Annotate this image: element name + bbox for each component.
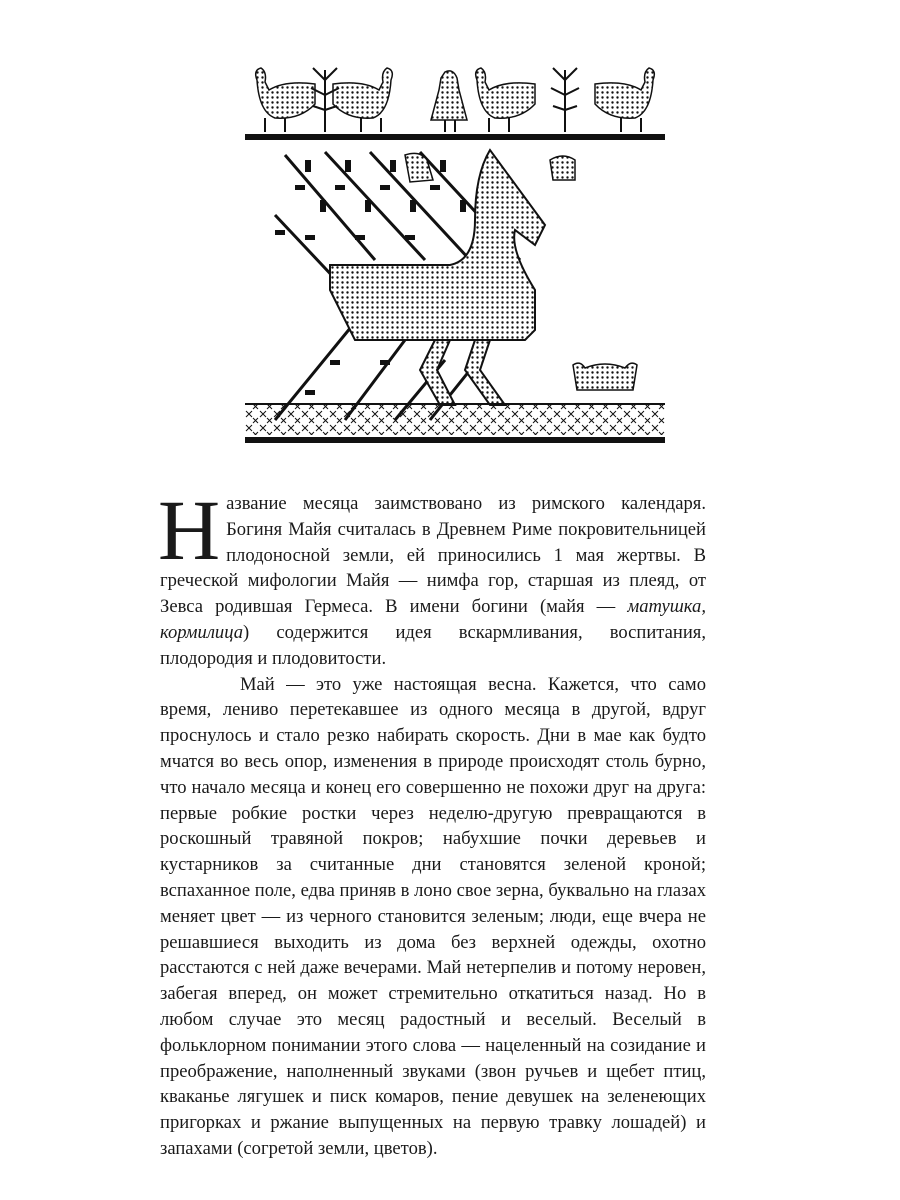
drop-cap: Н — [158, 482, 221, 578]
embroidery-pattern-icon — [245, 60, 665, 448]
italic-gloss: матушка, кормилица — [160, 596, 706, 643]
paragraph-1 — [158, 482, 706, 672]
article-text — [158, 482, 706, 1162]
paragraph-1-end: ) содержится идея вскармливания, воспитания, плодородия и плодовитости. — [160, 621, 706, 669]
paragraph-2: Май — это уже настоящая весна. Кажется, что само время, лениво перетекавшее из одного месяца в другой, вдруг проснулось и стало резко набирать скорость. Дни в мае как будто мчатся во весь опор, изменения в природе происходят столь бурно, что начало месяца и конец его совершенно не похожи друг на друга: первые робкие ростки через неделю-другую превращаются в роскошный травяной покров; набухшие почки деревьев и кустарников за считанные дни становятся зеленой кроной; вспаханное поле, едва приняв в лоно свое зерна, буквально на глазах меняет цвет — из черного становится зеленым; люди, еще вчера не решавшиеся выходить из дома без верхней одежды, охотно расстаются с ней даже вечерами. Май нетерпелив и потому неровен, забегая вперед, он может стремительно откатиться назад. Но в любом случае это месяц радостный и веселый. Веселый в фольклорном понимании этого слова — нацеленный на созидание и преображение, наполненный звуками (звон ручьев и щебет птиц, кваканье лягушек и писк комаров, пение девушек на зеленеющих пригорках и ржание выпущенных на первую травку лошадей) и запахами (согретой земли, цветов). — [160, 673, 706, 1159]
paragraph-1-text: азвание месяца заимствовано из римского календаря. Богиня Майя считалась в Древнем Риме покровительницей плодоносной земли, ей приносились 1 мая жертвы. В греческой мифологии Майя — нимфа гор, старшая из плеяд, от Зевса родившая Гермеса. В имени богини (майя — — [160, 493, 706, 618]
embroidery-illustration — [245, 60, 665, 448]
